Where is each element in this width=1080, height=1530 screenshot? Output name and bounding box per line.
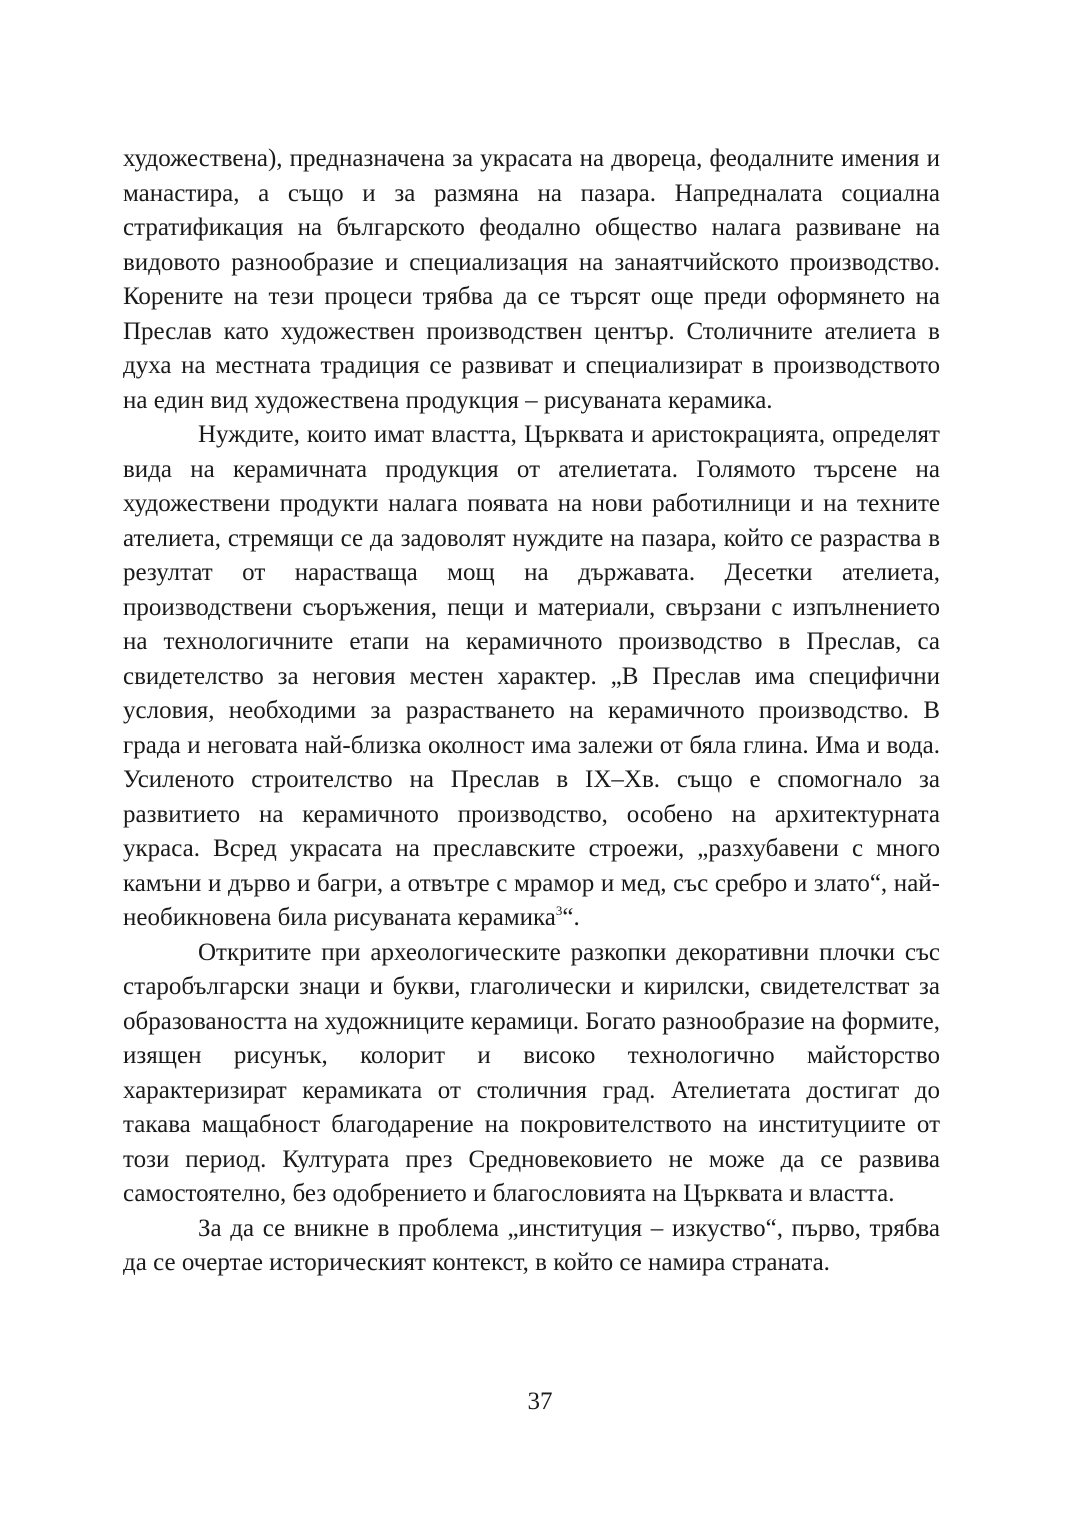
page-body [123,142,940,1281]
paragraph-2-text: Нуждите, които имат властта, Църквата и аристокрацията, определят вида на керамичната продукция от ателиетата. Голямото търсене на художествени продукти налага появата на нови работилници и на техните ателиета, стремящи се да задоволят нуждите на пазара, който се разраства в резултат от нарастваща мощ на държавата. Десетки ателиета, производствени съоръжения, пещи и материали, свързани с изпълнението на технологичните етапи на керамичното производство в Преслав, са свидетелство за неговия местен характер. „В Преслав има специфични условия, необходими за разрастването на керамичното производство. В града и неговата най-близка околност има залежи от бяла глина. Има и вода. Усиленото строителство на Преслав в IX–Хв. също е спомогнало за развитието на керамичното производство, особено на архитектурната украса. Всред украсата на преславските строежи, „разхубавени с много камъни и дърво и багри, а отвътре с мрамор и мед, със сребро и злато“, най-необикновена била рисуваната керамика [123,421,940,931]
paragraph-2 [123,418,940,936]
paragraph-2-tail: “. [562,904,580,931]
paragraph-3-text: Откритите при археологическите разкопки декоративни плочки със старобългарски знаци и букви, глаголически и кирилски, свидетелстват за образоваността на художниците керамици. Богато разнообразие на формите, изящен рисунък, колорит и високо технологично майсторство характеризират керамиката от столичния град. Ателиетата достигат до такава мащабност благодарение на покровителството на институциите от този период. Културата през Средновековието не може да се развива самостоятелно, без одобрението и благословията на Църквата и властта. [123,938,940,1207]
paragraph-1 [123,142,940,418]
paragraph-1-text: художествена), предназначена за украсата на двореца, феодалните имения и манастира, а също и за размяна на пазара. Напредналата социална стратификация на българското феодално общество налага развиване на видовото разнообразие и специализация на занаятчийското производство. Корените на тези процеси трябва да се търсят още преди оформянето на Преслав като художествен производствен център. Столичните ателиета в духа на местната традиция се развиват и специализират в производството на един вид художествена продукция – рисуваната керамика. [123,145,940,414]
page-number: 37 [527,1388,553,1415]
footnote-marker[interactable]: 3 [555,903,563,918]
paragraph-4-text: За да се вникне в проблема „институция – изкуство“, първо, трябва да се очертае историческият контекст, в който се намира страната. [123,1214,940,1276]
paragraph-3 [123,936,940,1212]
paragraph-4 [123,1212,940,1281]
